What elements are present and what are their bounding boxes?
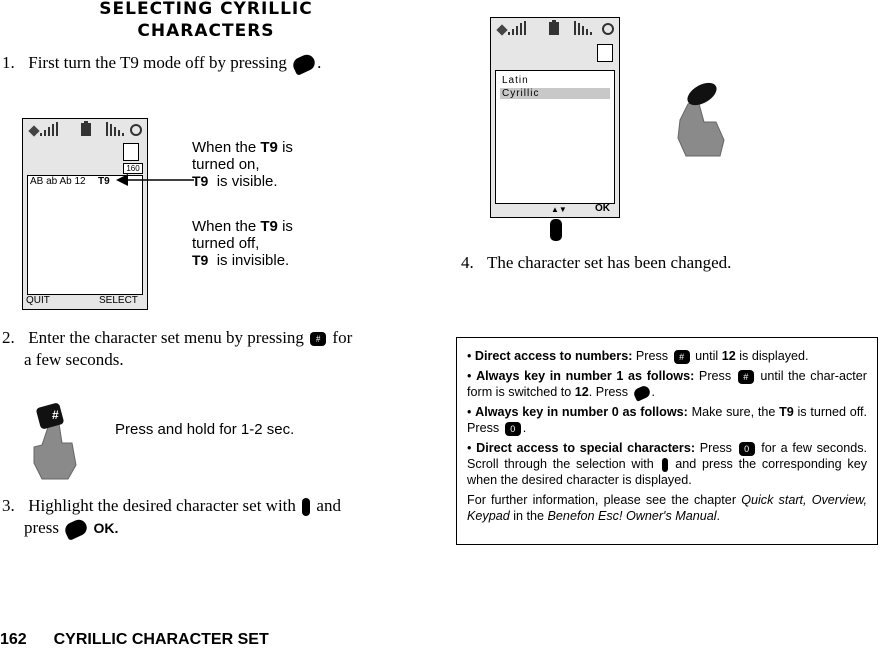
further-text: For further information, please see the chapter	[467, 493, 737, 507]
phone-screen-charset	[490, 17, 620, 218]
tip-text: .	[522, 421, 527, 435]
t9-icon: T9	[192, 173, 209, 189]
further-info	[467, 492, 867, 524]
tip-heading: Direct access to numbers:	[474, 349, 633, 363]
tip-item: • Direct access to numbers: Press # until 12 is displayed.	[467, 349, 809, 363]
tip-heading: Always key in number 1 as follows:	[476, 369, 695, 383]
step-text: The character set has been changed.	[486, 253, 732, 272]
t9-label: T9	[260, 218, 278, 235]
section-title: CYRILLIC CHARACTER SET	[53, 631, 269, 648]
star-key-icon	[632, 384, 652, 402]
step-number: 4.	[461, 253, 474, 272]
step-text: Enter the character set menu by pressing	[28, 328, 304, 347]
page-footer	[0, 631, 269, 649]
chapter-reference: Quick start, Overview, Keypad	[467, 493, 867, 523]
step-tail: for	[332, 328, 353, 347]
tip-text: . Press	[588, 385, 628, 399]
title-line-2: CHARACTERS	[137, 21, 275, 41]
hash-key-icon: #	[310, 332, 326, 346]
tips-box	[456, 337, 878, 545]
menu-item-cyrillic[interactable]: Cyrillic	[500, 88, 610, 99]
step-number: 1.	[2, 53, 15, 72]
further-text: in the	[513, 509, 545, 523]
tip-text: and press the corresponding key when the desired character is displayed.	[467, 457, 867, 487]
char-counter: 160	[123, 163, 143, 174]
tip-text: Press	[698, 369, 732, 383]
callout-text: When the	[192, 139, 257, 156]
t9-badge: T9	[98, 176, 110, 187]
tip-text: is displayed.	[739, 349, 809, 363]
callout-text: turned on,	[192, 156, 260, 173]
page-title	[0, 0, 412, 42]
callout-t9-off	[192, 218, 293, 269]
phone-screen-t9	[22, 118, 148, 310]
callout-arrow	[116, 170, 196, 190]
callout-text: When the	[192, 218, 257, 235]
input-mode: AB ab Ab 12	[30, 176, 86, 187]
ok-key-icon	[63, 517, 90, 541]
press-hold-caption: Press and hold for 1-2 sec.	[115, 421, 295, 438]
step-1	[2, 52, 321, 74]
status-bar-icons	[23, 119, 147, 141]
charset-menu	[495, 70, 615, 204]
tip-heading: Always key in number 0 as follows:	[475, 405, 688, 419]
tip-heading: Direct access to special characters:	[476, 441, 696, 455]
step-2	[2, 327, 414, 371]
tip-text: Press	[699, 441, 732, 455]
t9-icon: T9	[779, 405, 794, 419]
left-softkey-quit[interactable]: QUIT	[26, 295, 50, 306]
further-text: .	[716, 509, 721, 523]
step-text: First turn the T9 mode off by pressing	[28, 53, 287, 72]
title-line-1: SELECTING CYRILLIC	[99, 0, 313, 19]
text-entry-area	[27, 175, 143, 295]
callout-text: is visible.	[216, 173, 278, 190]
step-text: Highlight the desired character set with	[28, 496, 296, 515]
pressing-hand-icon	[672, 80, 736, 158]
callout-text: turned off,	[192, 235, 260, 252]
ok-label: OK.	[93, 520, 119, 536]
t9-icon: T9	[192, 252, 209, 268]
hash-key-icon: #	[674, 350, 690, 364]
tip-text: for a few seconds. Scroll through the selection with	[467, 441, 868, 471]
scroll-key-icon	[662, 458, 668, 472]
step-text-line2: a few seconds.	[24, 350, 124, 369]
step-number: 3.	[2, 496, 15, 515]
step-3	[2, 495, 416, 539]
scroll-key-icon	[550, 219, 562, 241]
step-tail: and	[316, 496, 341, 515]
t9-label: T9	[260, 139, 278, 156]
callout-text: is	[282, 218, 293, 235]
scroll-indicator-icon: ▲▼	[551, 205, 567, 214]
step-4	[461, 252, 731, 274]
step-tail: .	[317, 53, 322, 72]
right-softkey-ok[interactable]: OK	[595, 203, 610, 214]
manual-reference: Benefon Esc! Owner's Manual	[547, 509, 717, 523]
tip-text: Make sure, the	[691, 405, 776, 419]
hash-key-icon: #	[738, 370, 754, 384]
page-number: 162	[0, 631, 27, 648]
svg-text:#: #	[52, 408, 59, 422]
tip-item: • Direct access to special characters: Press 0 for a few seconds. Scroll through the selection with and press the corresponding key when the desired character is displayed.	[467, 441, 868, 487]
numeric-mode-icon: 12	[721, 349, 736, 363]
tip-item: • Always key in number 1 as follows: Press # until the char-acter form is switched to 12. Press .	[467, 368, 867, 400]
callout-text: is invisible.	[216, 252, 290, 269]
step-number: 2.	[2, 328, 15, 347]
star-key-icon	[291, 52, 318, 76]
zero-key-icon: 0	[505, 422, 521, 436]
menu-item-latin[interactable]: Latin	[502, 75, 529, 86]
tip-text: Press	[635, 349, 669, 363]
tip-text: .	[651, 385, 655, 399]
callout-t9-on	[192, 139, 293, 190]
envelope-icon	[123, 143, 139, 161]
tip-item: • Always key in number 0 as follows: Make sure, the T9 is turned off. Press 0 .	[467, 405, 868, 435]
scroll-key-icon	[302, 498, 310, 516]
numeric-mode-icon: 12	[574, 385, 589, 399]
callout-text: is	[282, 139, 293, 156]
pressing-hand-icon	[28, 403, 88, 483]
tip-text: until	[695, 349, 719, 363]
tip-text: is turned off. Press	[467, 405, 868, 435]
envelope-icon	[597, 44, 613, 62]
tip-text: until the char-acter form is switched to	[467, 369, 867, 399]
right-softkey-select[interactable]: SELECT	[99, 295, 138, 306]
status-bar-icons	[491, 18, 619, 40]
step-text-line2: press	[24, 518, 59, 537]
zero-key-icon: 0	[739, 442, 755, 456]
